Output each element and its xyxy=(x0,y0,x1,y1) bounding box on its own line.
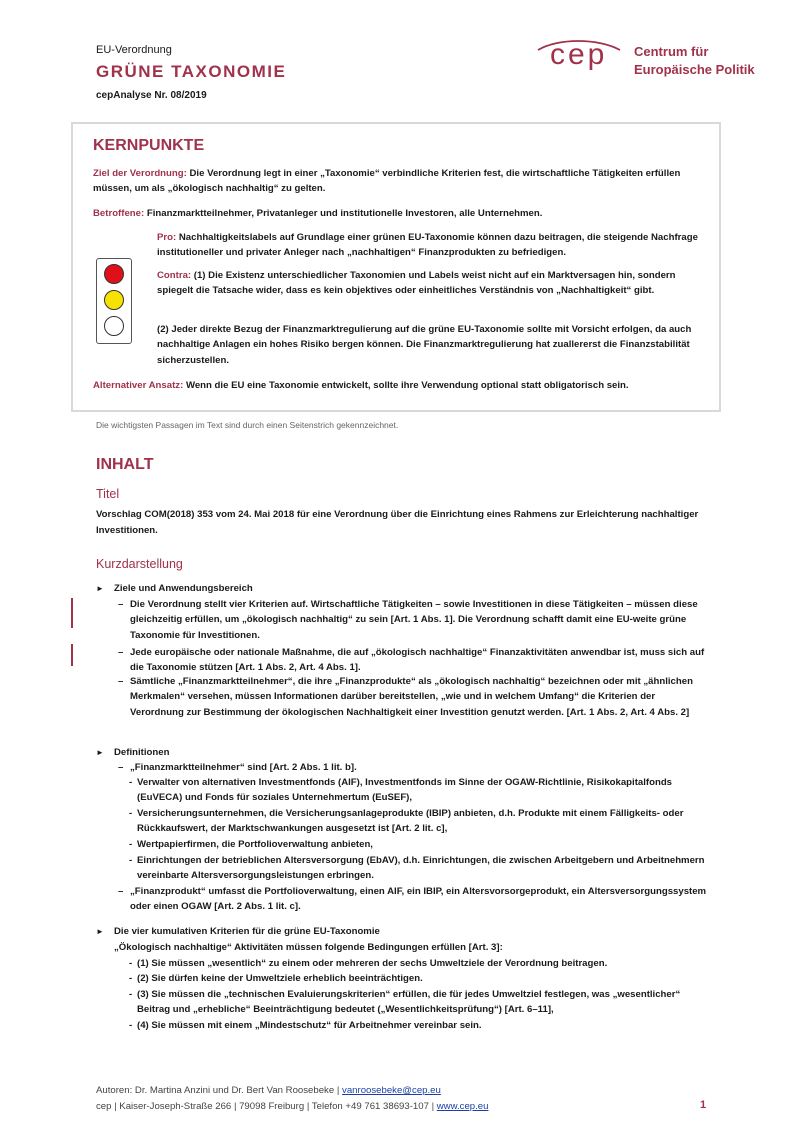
dash-marker: – xyxy=(118,886,124,897)
pro-label: Pro: xyxy=(157,232,177,243)
contra-text-1: (1) Die Existenz unterschiedlicher Taxonomien und Labels weist nicht auf ein Marktversagen hin, sondern spiegelt die Tatsache wider, dass es kein objektives oder einheitliches Verständnis von „Nachhaltigkeit“ gibt. xyxy=(157,270,676,297)
minus-marker: - xyxy=(129,958,133,969)
footer-address xyxy=(96,1101,488,1112)
traffic-light-yellow xyxy=(104,290,124,310)
bullet-marker-icon: ► xyxy=(96,927,104,936)
document-kicker: EU-Verordnung xyxy=(96,44,172,56)
contra-paragraph xyxy=(157,268,705,299)
list-item-text: Die Verordnung stellt vier Kriterien auf. Wirtschaftliche Tätigkeiten – sowie Investitionen in diese Tätigkeiten – müssen diese gleichzeitig erfüllen, um „ökologisch nachhaltig“ zu sein [Art. 1 Abs. 1]. Die Verordnung schafft damit eine EU-weite grüne Taxonomie für Investitionen. xyxy=(130,599,698,641)
minus-marker: - xyxy=(129,808,133,819)
list-item-text: „Finanzmarktteilnehmer“ sind [Art. 2 Abs. 1 lit. b]. xyxy=(130,762,357,773)
ziel-label: Ziel der Verordnung: xyxy=(93,168,187,179)
kernpunkte-title: KERNPUNKTE xyxy=(93,137,205,154)
ziel-paragraph xyxy=(93,166,705,197)
traffic-light-off xyxy=(104,316,124,336)
minus-marker: - xyxy=(129,989,133,1000)
section-title: Die vier kumulativen Kriterien für die grüne EU-Taxonomie xyxy=(114,926,380,937)
titel-text: Vorschlag COM(2018) 353 vom 24. Mai 2018 für eine Verordnung über die Einrichtung eines Rahmens zur Erleichterung nachhaltiger Investitionen. xyxy=(96,509,699,536)
criterion-text: (4) Sie müssen mit einem „Mindestschutz“ für Arbeitnehmer vereinbar sein. xyxy=(137,1020,482,1031)
minus-marker: - xyxy=(129,777,133,788)
contra-label: Contra: xyxy=(157,270,192,281)
titel-heading: Titel xyxy=(96,487,120,501)
minus-marker: - xyxy=(129,855,133,866)
criterion-text: (1) Sie müssen „wesentlich“ zu einem oder mehreren der sechs Umweltziele der Verordnung beitragen. xyxy=(137,958,608,969)
bullet-marker-icon: ► xyxy=(96,584,104,593)
alternative-label: Alternativer Ansatz: xyxy=(93,380,184,391)
bullet-marker-icon: ► xyxy=(96,748,104,757)
betroffene-paragraph xyxy=(93,206,705,221)
section-heading xyxy=(96,745,708,761)
alternative-paragraph xyxy=(93,378,705,393)
minus-marker: - xyxy=(129,839,133,850)
dash-marker: – xyxy=(118,762,124,773)
sub-list-item-text: Einrichtungen der betrieblichen Altersversorgung (EbAV), d.h. Einrichtungen, die zwischen Arbeitgebern und Arbeitnehmern vereinbarte Altersversorgungsleistungen erbringen. xyxy=(137,855,705,882)
sub-list-item-text: Verwalter von alternativen Investmentfonds (AIF), Investmentfonds im Sinne der OGAW-Richtlinie, Risikokapitalfonds (EuVECA) und Fonds für soziales Unternehmertum (EuSEF), xyxy=(137,777,673,804)
sub-list-item-text: Versicherungsunternehmen, die Versicherungsanlageprodukte (IBIP) anbieten, d.h. Produkte mit einem Fälligkeits- oder Rückkaufswert, der Marktschwankungen ausgesetzt ist [Art. 2 lit. c], xyxy=(137,808,684,835)
logo-line-1: Centrum für xyxy=(634,44,709,59)
contra-text-2: (2) Jeder direkte Bezug der Finanzmarktregulierung auf die grüne EU-Taxonomie sollte mit Vorsicht erfolgen, da auch nachhaltige Anlagen ein hohes Risiko bergen können. Die Finanzmarktregulierung hat zuallererst die Finanzstabilität sicherzustellen. xyxy=(157,324,692,366)
dash-marker: – xyxy=(118,647,124,658)
betroffene-label: Betroffene: xyxy=(93,208,145,219)
minus-marker: - xyxy=(129,973,133,984)
criterion-text: (2) Sie dürfen keine der Umweltziele erheblich beeinträchtigen. xyxy=(137,973,423,984)
side-marker-bar xyxy=(71,598,73,628)
section-title: Definitionen xyxy=(114,747,170,758)
criterion-text: (3) Sie müssen die „technischen Evaluierungskriterien“ erfüllen, die für jedes Umweltziel festlegen, was „wesentlicher“ Beitrag und „erhebliche“ Beeinträchtigung bedeutet („Wesentlichkeitsprüfung“) [Art. 6–11], xyxy=(137,989,681,1016)
side-marker-bar xyxy=(71,644,73,666)
dash-marker: – xyxy=(118,676,124,687)
contra-paragraph-2 xyxy=(157,322,705,368)
issue-number: cepAnalyse Nr. 08/2019 xyxy=(96,90,207,101)
document-title: GRÜNE TAXONOMIE xyxy=(96,62,287,81)
page-number: 1 xyxy=(700,1099,707,1111)
traffic-light-red xyxy=(104,264,124,284)
minus-marker: - xyxy=(129,1020,133,1031)
inhalt-heading: INHALT xyxy=(96,456,154,473)
section-heading xyxy=(96,924,708,940)
list-item-text: Sämtliche „Finanzmarktteilnehmer“, die ihre „Finanzprodukte“ als „ökologisch nachhaltig“ bezeichnen oder mit „ähnlichen Merkmalen“ versehen, müssen Informationen darüber bereitstellen, „wie und in welchem Umfang“ die Kriterien der Verordnung zur Bestimmung der ökologischen Nachhaltigkeit einer Investition genutzt werden. [Art. 1 Abs. 2, Art. 4 Abs. 2] xyxy=(130,676,693,718)
note-line: Die wichtigsten Passagen im Text sind durch einen Seitenstrich gekennzeichnet. xyxy=(96,420,399,430)
website-link[interactable]: www.cep.eu xyxy=(436,1101,489,1112)
section-heading xyxy=(96,581,708,597)
section-intro-text: „Ökologisch nachhaltige“ Aktivitäten müssen folgende Bedingungen erfüllen [Art. 3]: xyxy=(114,942,503,953)
ziel-text: Die Verordnung legt in einer „Taxonomie“ verbindliche Kriterien fest, die wirtschaftliche Tätigkeiten erfüllen müssen, um als „ökologisch nachhaltig“ zu gelten. xyxy=(93,168,681,195)
footer-authors xyxy=(96,1085,441,1096)
kurzdarstellung-heading: Kurzdarstellung xyxy=(96,557,183,571)
list-item-text: Jede europäische oder nationale Maßnahme, die auf „ökologisch nachhaltige“ Finanzaktivitäten anwendbar ist, muss sich auf die Taxonomie stützen [Art. 1 Abs. 2, Art. 4 Abs. 1]. xyxy=(130,647,705,674)
list-item-text: „Finanzprodukt“ umfasst die Portfolioverwaltung, einen AIF, ein IBIP, ein Altersvorsorgeprodukt, ein Altersversorgungssystem oder einen OGAW [Art. 2 Abs. 1 lit. c]. xyxy=(130,886,707,913)
footer-authors-text: Autoren: Dr. Martina Anzini und Dr. Bert Van Roosebeke | xyxy=(96,1085,340,1096)
pro-paragraph xyxy=(157,230,705,261)
dash-marker: – xyxy=(118,599,124,610)
betroffene-text: Finanzmarktteilnehmer, Privatanleger und institutionelle Investoren, alle Unternehmen. xyxy=(146,208,543,219)
pro-text: Nachhaltigkeitslabels auf Grundlage einer grünen EU-Taxonomie können dazu beitragen, die steigende Nachfrage institutioneller und privater Anleger nach „nachhaltigen“ Finanzprodukten zu befriedigen. xyxy=(157,232,698,259)
sub-list-item-text: Wertpapierfirmen, die Portfolioverwaltung anbieten, xyxy=(137,839,373,850)
footer-address-text: cep | Kaiser-Joseph-Straße 266 | 79098 Freiburg | Telefon +49 761 38693-107 | xyxy=(96,1101,435,1112)
logo-wordmark: cep xyxy=(550,38,608,71)
section-title: Ziele und Anwendungsbereich xyxy=(114,583,253,594)
logo-line-2: Europäische Politik xyxy=(634,62,755,77)
author-email-link[interactable]: vanroosebeke@cep.eu xyxy=(342,1085,441,1096)
traffic-light-icon xyxy=(96,258,132,344)
alternative-text: Wenn die EU eine Taxonomie entwickelt, sollte ihre Verwendung optional statt obligatorisch sein. xyxy=(185,380,629,391)
